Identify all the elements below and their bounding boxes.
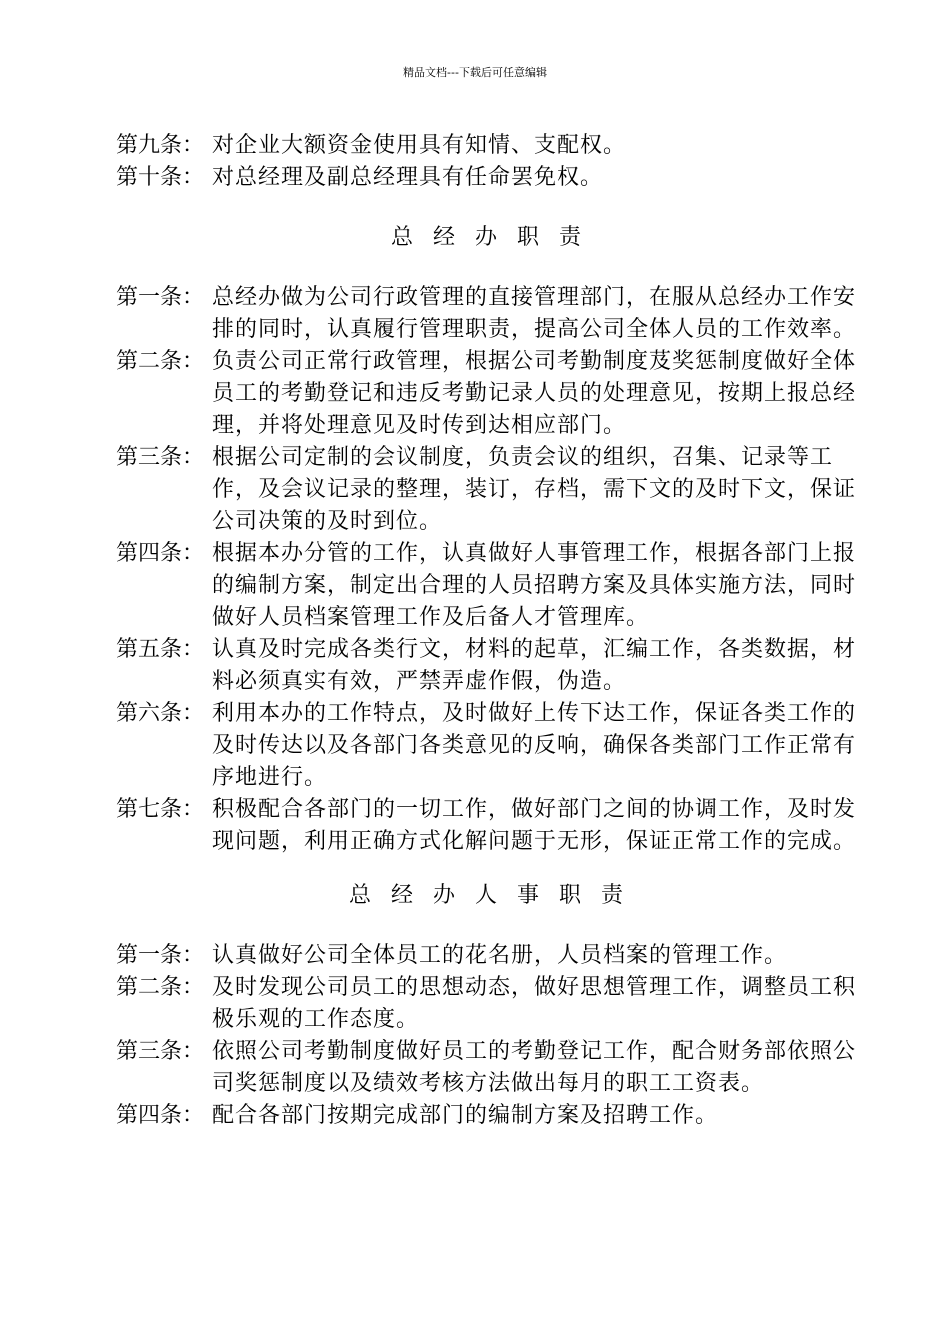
article-text: 根据公司定制的会议制度，负责会议的组织，召集、记录等工作，及会议记录的整理，装订，存档，需下文的及时下文，保证公司决策的及时到位。 bbox=[212, 445, 857, 534]
article-item bbox=[116, 442, 856, 538]
article-number: 第六条： bbox=[116, 701, 205, 726]
article-item bbox=[116, 698, 856, 794]
article-number: 第二条： bbox=[116, 349, 205, 374]
article-text: 对总经理及副总经理具有任命罢免权。 bbox=[212, 165, 604, 190]
article-text: 依照公司考勤制度做好员工的考勤登记工作，配合财务部依照公司奖惩制度以及绩效考核方法做出每月的职工工资表。 bbox=[212, 1039, 857, 1096]
article-item bbox=[116, 1100, 856, 1132]
article-item bbox=[116, 130, 856, 162]
article-item bbox=[116, 972, 856, 1036]
article-text: 负责公司正常行政管理，根据公司考勤制度芨奖惩制度做好全体员工的考勤登记和违反考勤记录人员的处理意见，按期上报总经理，并将处理意见及时传到达相应部门。 bbox=[212, 349, 857, 438]
article-text: 配合各部门按期完成部门的编制方案及招聘工作。 bbox=[212, 1103, 719, 1128]
article-number: 第三条： bbox=[116, 445, 205, 470]
article-item bbox=[116, 940, 856, 972]
article-number: 第三条： bbox=[116, 1039, 205, 1064]
article-number: 第十条： bbox=[116, 165, 205, 190]
article-item bbox=[116, 162, 856, 194]
article-number: 第四条： bbox=[116, 541, 205, 566]
article-item bbox=[116, 282, 856, 346]
article-item bbox=[116, 538, 856, 634]
article-number: 第二条： bbox=[116, 975, 205, 1000]
article-number: 第九条： bbox=[116, 133, 205, 158]
article-item bbox=[116, 634, 856, 698]
article-text: 及时发现公司员工的思想动态，做好思想管理工作，调整员工积极乐观的工作态度。 bbox=[212, 975, 857, 1032]
article-text: 根据本办分管的工作，认真做好人事管理工作，根据各部门上报的编制方案，制定出合理的人员招聘方案及具体实施方法，同时做好人员档案管理工作及后备人才管理库。 bbox=[212, 541, 857, 630]
article-number: 第一条： bbox=[116, 285, 205, 310]
article-number: 第五条： bbox=[116, 637, 205, 662]
article-text: 积极配合各部门的一切工作，做好部门之间的协调工作，及时发现问题，利用正确方式化解问题于无形，保证正常工作的完成。 bbox=[212, 797, 857, 854]
document-body bbox=[116, 130, 856, 1132]
section-title: 总经办职责 bbox=[390, 225, 601, 250]
article-number: 第七条： bbox=[116, 797, 205, 822]
article-number: 第一条： bbox=[116, 943, 205, 968]
section-title: 总经办人事职责 bbox=[348, 883, 643, 908]
article-text: 利用本办的工作特点，及时做好上传下达工作，保证各类工作的及时传达以及各部门各类意见的反响，确保各类部门工作正常有序地进行。 bbox=[212, 701, 857, 790]
article-text: 总经办做为公司行政管理的直接管理部门，在服从总经办工作安排的同时，认真履行管理职责，提高公司全体人员的工作效率。 bbox=[212, 285, 857, 342]
article-item bbox=[116, 346, 856, 442]
page-header: 精品文档---下载后可任意编辑 bbox=[403, 66, 547, 79]
article-item bbox=[116, 794, 856, 858]
article-text: 认真做好公司全体员工的花名册，人员档案的管理工作。 bbox=[212, 943, 788, 968]
article-number: 第四条： bbox=[116, 1103, 205, 1128]
article-text: 对企业大额资金使用具有知情、支配权。 bbox=[212, 133, 627, 158]
article-text: 认真及时完成各类行文，材料的起草，汇编工作，各类数据，材料必须真实有效，严禁弄虚作假，伪造。 bbox=[212, 637, 857, 694]
article-item bbox=[116, 1036, 856, 1100]
